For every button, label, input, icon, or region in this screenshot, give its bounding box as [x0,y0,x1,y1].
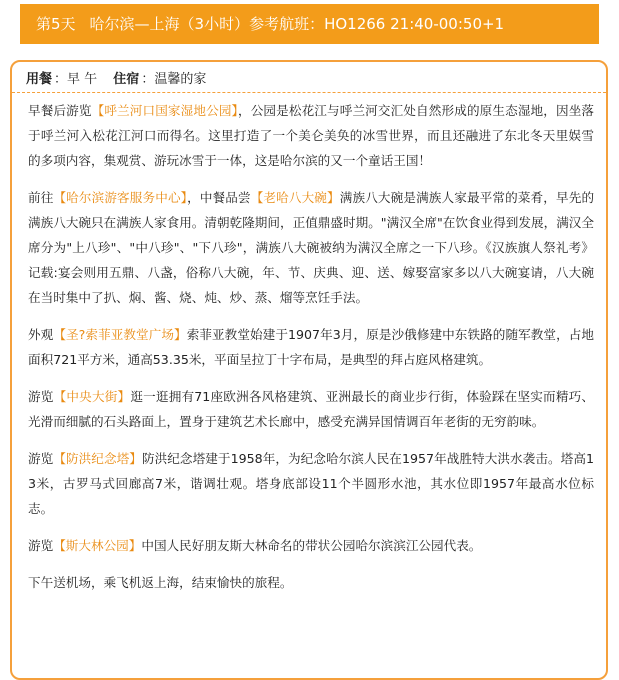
stay-label: 住宿 [113,72,140,87]
paragraph-departure [28,570,594,595]
para-text: 防洪纪念塔建于1958年，为纪念哈尔滨人民在1957年战胜特大洪水袭击。塔高13米，古罗马式回廊高7米，谐调壮观。塔身底部设11个半圆形水池，其水位即1957年最高水位标志。 [28,451,595,516]
place-link-sophia-church[interactable]: 【圣?索菲亚教堂广场】 [53,327,187,342]
para-text: 前往 [28,190,54,205]
dashed-divider [12,92,606,93]
paragraph-central-street [28,384,594,434]
route-info: 哈尔滨—上海（3小时）参考航班：HO1266 21:40-00:50+1 [89,15,505,33]
para-text: 索菲亚教堂始建于1907年3月，原是沙俄修建中东铁路的随军教堂，占地面积721平方米，通高53.35米，平面呈拉丁十字布局，是典型的拜占庭风格建筑。 [28,327,595,367]
place-link-flood-tower[interactable]: 【防洪纪念塔】 [53,451,142,466]
para-text: 游览 [28,389,54,404]
stay-value: ：温馨的家 [141,72,207,87]
para-text: 下午送机场，乘飞机返上海，结束愉快的旅程。 [28,575,293,590]
para-text: 满族八大碗是满族人家最平常的菜肴，早先的满族八大碗只在满族人家食用。清朝乾隆期间，正值鼎盛时期。"满汉全席"在饮食业得到发展，满汉全席分为"上八珍"、"中八珍"、"下八珍"，满族八大碗被纳为满汉全席之一下八珍。《汉族旗人祭礼考》记载:宴会则用五鼎、八盏，俗称八大碗，年、节、庆典、迎、送、嫁娶富家多以八大碗宴请，八大碗在当时集中了扒、焖、酱、烧、炖、炒、蒸、熘等烹饪手法。 [28,190,595,305]
paragraph-wetland [28,98,594,173]
para-text: 早餐后游览 [28,103,92,118]
place-link-eight-bowls[interactable]: 【老哈八大碗】 [250,190,340,205]
para-text: ，公园是松花江与呼兰河交汇处自然形成的原生态湿地，因坐落于呼兰河入松花江河口而得名。这里打造了一个美仑美奂的冰雪世界，而且还融进了东北冬天里娱雪的多项内容，集观赏、游玩冰雪于一体，这是哈尔滨的又一个童话王国！ [28,103,595,168]
place-link-hulan-wetland[interactable]: 【呼兰河口国家湿地公园】 [91,103,238,118]
paragraph-stalin-park [28,533,594,558]
para-text: 逛一逛拥有71座欧洲各风格建筑、亚洲最长的商业步行街，体验踩在坚实而精巧、光滑而细腻的石头路面上，置身于建筑艺术长廊中，感受充满异国情调百年老街的无穷韵味。 [28,389,595,429]
place-link-visitor-center[interactable]: 【哈尔滨游客服务中心】 [53,190,188,205]
day-header [20,4,599,44]
para-text: 外观 [28,327,54,342]
day-label: 第5天 [36,15,76,33]
paragraph-flood-tower [28,446,594,521]
paragraph-visitor-center [28,185,594,310]
itinerary-content [28,98,594,607]
meal-label: 用餐 [26,72,53,87]
itinerary-card [10,60,608,680]
para-text: 游览 [28,451,54,466]
para-text: ，中餐品尝 [187,190,251,205]
meal-stay-row [26,68,218,92]
para-text: 中国人民好朋友斯大林命名的带状公园哈尔滨滨江公园代表。 [141,538,482,553]
para-text: 游览 [28,538,54,553]
paragraph-sophia-church [28,322,594,372]
place-link-stalin-park[interactable]: 【斯大林公园】 [53,538,142,553]
place-link-central-street[interactable]: 【中央大街】 [53,389,131,404]
meal-value: ：早 午 [54,72,98,87]
